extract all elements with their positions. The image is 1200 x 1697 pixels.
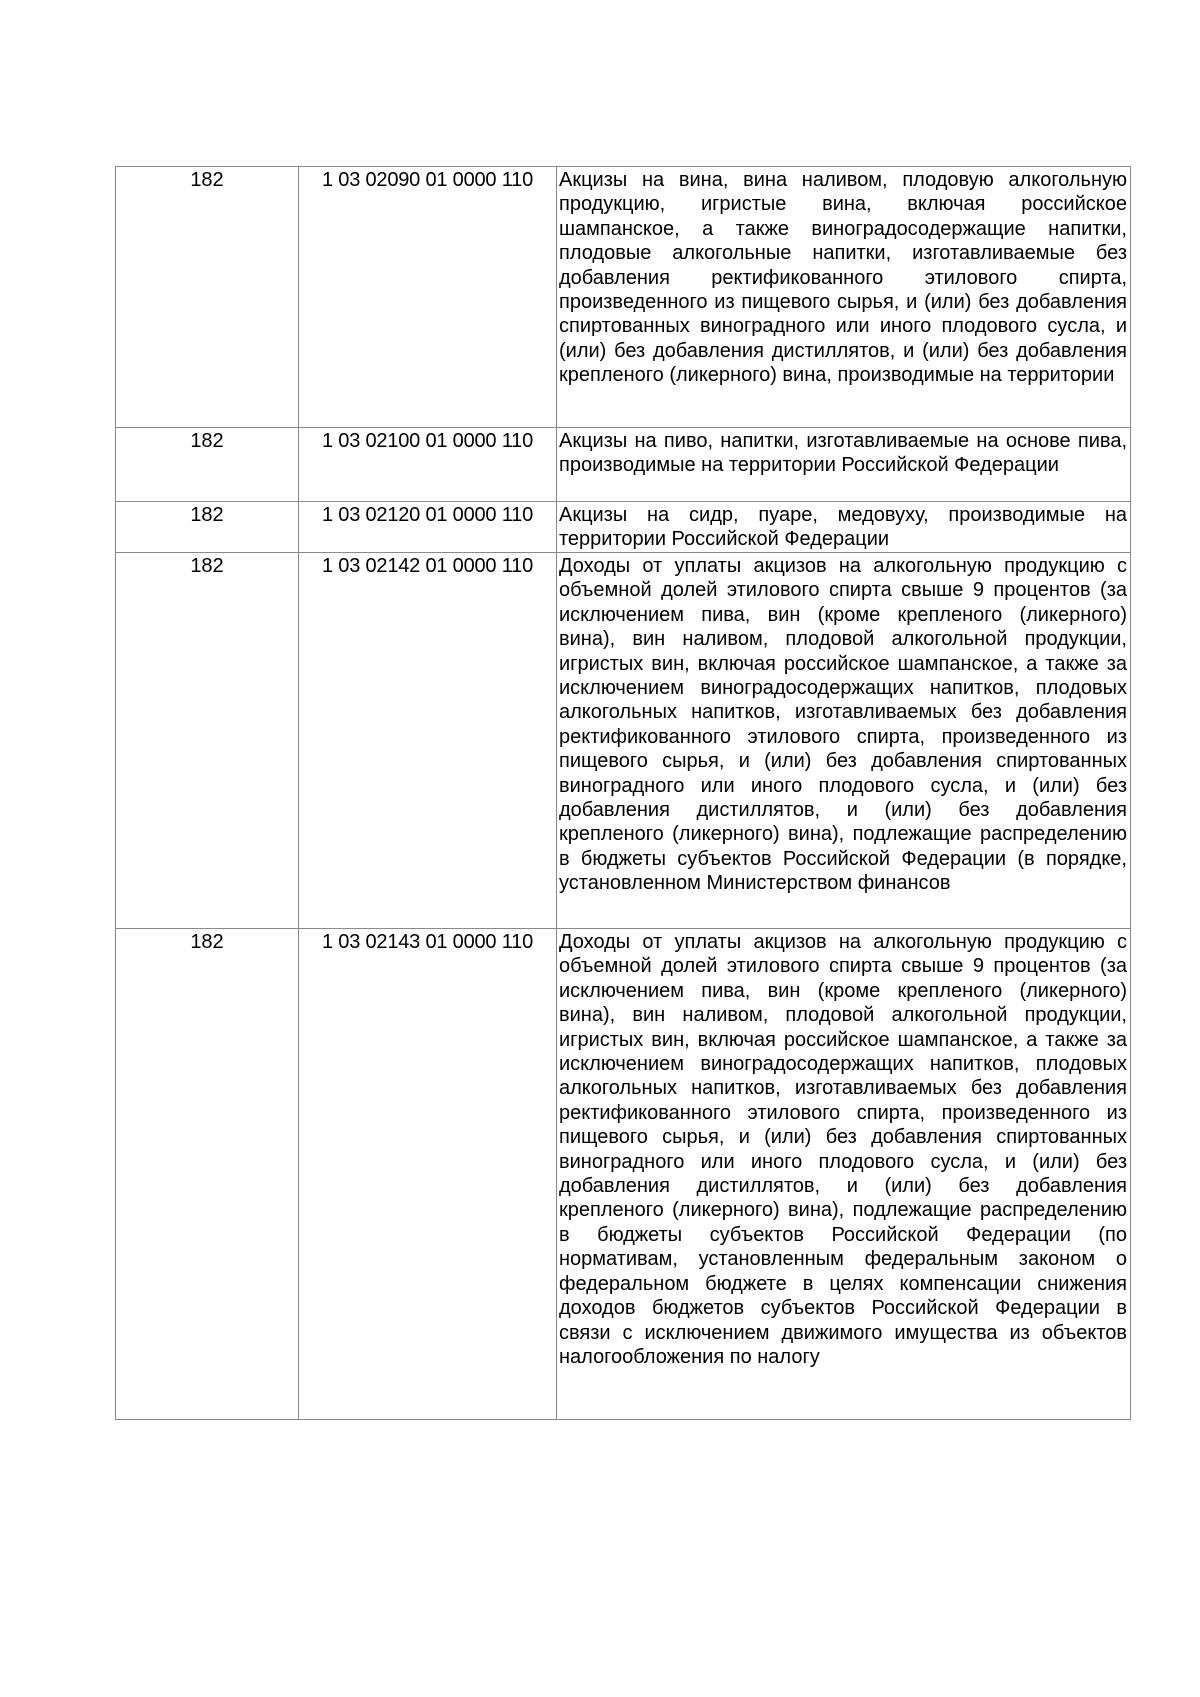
table-row (116, 167, 1131, 428)
revenue-name-text: Доходы от уплаты акцизов на алкогольную продукцию с объемной долей этилового спирта свыше 9 процентов (за исключением пива, вин (кроме крепленого (ликерного) вина), вин наливом, плодовой алкогольной продукции, игристых вин, включая российское шампанское, а также за исключением виноградосодержащих напитков, плодовых алкогольных напитков, изготавливаемых без добавления ректификованного этилового спирта, произведенного из пищевого сырья, и (или) без добавления спиртованных виноградного или иного плодового сусла, и (или) без добавления дистиллятов, и (или) без добавления крепленого (ликерного) вина), подлежащие распределению в бюджеты субъектов Российской Федерации (по нормативам, установленным федеральным законом о федеральном бюджете в целях компенсации снижения доходов бюджетов субъектов Российской Федерации в связи с исключением движимого имущества из объектов налогообложения по налогу (559, 931, 1127, 1368)
kbk-code-cell: 1 03 02090 01 0000 110 (299, 167, 557, 428)
admin-code-cell: 182 (116, 167, 299, 428)
revenue-name-cell (557, 428, 1131, 502)
table-row (116, 929, 1131, 1420)
revenue-name-cell (557, 167, 1131, 428)
revenue-name-text: Акцизы на пиво, напитки, изготавливаемые на основе пива, производимые на территории Российской Федерации (559, 430, 1127, 477)
kbk-code-cell: 1 03 02100 01 0000 110 (299, 428, 557, 502)
kbk-code-cell: 1 03 02142 01 0000 110 (299, 553, 557, 929)
kbk-code-cell: 1 03 02143 01 0000 110 (299, 929, 557, 1420)
table-row (116, 553, 1131, 929)
table-row (116, 428, 1131, 502)
revenue-codes-table (115, 166, 1131, 1420)
revenue-name-text: Акцизы на сидр, пуаре, медовуху, производимые на территории Российской Федерации (559, 504, 1127, 551)
kbk-code-cell: 1 03 02120 01 0000 110 (299, 502, 557, 553)
admin-code-cell: 182 (116, 553, 299, 929)
admin-code-cell: 182 (116, 929, 299, 1420)
table-row (116, 502, 1131, 553)
revenue-name-text: Акцизы на вина, вина наливом, плодовую алкогольную продукцию, игристые вина, включая российское шампанское, а также виноградосодержащие напитки, плодовые алкогольные напитки, изготавливаемые без добавления ректификованного этилового спирта, произведенного из пищевого сырья, и (или) без добавления спиртованных виноградного или иного плодового сусла, и (или) без добавления дистиллятов, и (или) без добавления крепленого (ликерного) вина, производимые на территории (559, 169, 1127, 387)
revenue-name-text: Доходы от уплаты акцизов на алкогольную продукцию с объемной долей этилового спирта свыше 9 процентов (за исключением пива, вин (кроме крепленого (ликерного) вина), вин наливом, плодовой алкогольной продукции, игристых вин, включая российское шампанское, а также за исключением виноградосодержащих напитков, плодовых алкогольных напитков, изготавливаемых без добавления ректификованного этилового спирта, произведенного из пищевого сырья, и (или) без добавления спиртованных виноградного или иного плодового сусла, и (или) без добавления дистиллятов, и (или) без добавления крепленого (ликерного) вина), подлежащие распределению в бюджеты субъектов Российской Федерации (в порядке, установленном Министерством финансов (559, 555, 1127, 895)
revenue-name-cell (557, 502, 1131, 553)
admin-code-cell: 182 (116, 502, 299, 553)
revenue-name-cell (557, 929, 1131, 1420)
revenue-name-cell (557, 553, 1131, 929)
admin-code-cell: 182 (116, 428, 299, 502)
